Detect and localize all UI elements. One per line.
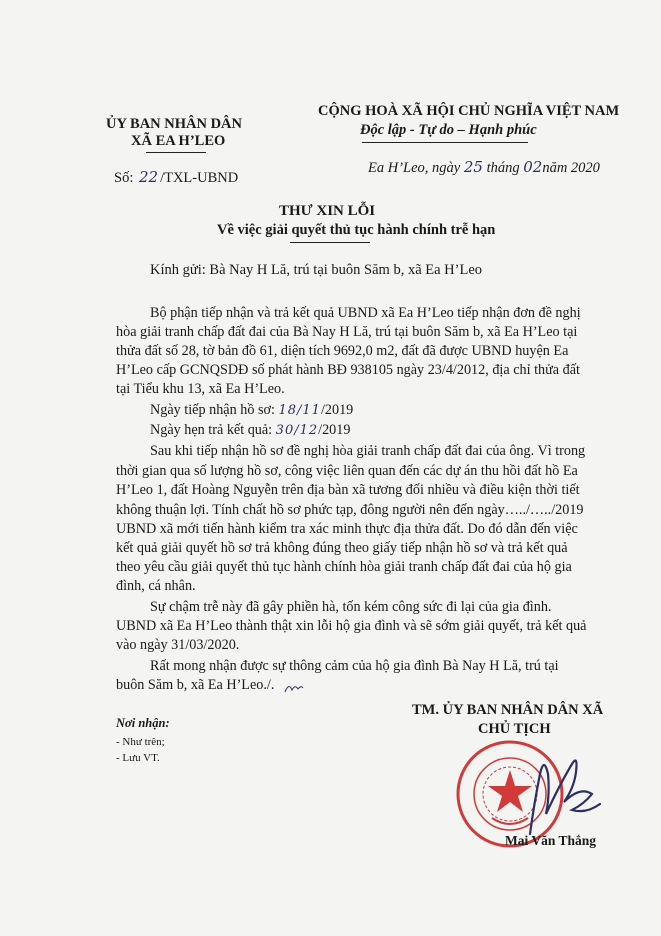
signer-name: Mai Văn Thắng: [505, 833, 597, 848]
para2-line: đình, cá nhân.: [116, 578, 196, 594]
date-month-word: tháng: [486, 160, 520, 176]
para2-line: Sau khi tiếp nhận hồ sơ đề nghị hòa giải tranh chấp đất đai của ông. Vì trong: [150, 443, 586, 459]
motto-underline: [362, 142, 528, 143]
para3-line: vào ngày 31/03/2020.: [116, 637, 240, 653]
signature-title: TM. ỦY BAN NHÂN DÂN XÃ: [412, 702, 604, 718]
para2-line: kết quả giải quyết hồ sơ trả không đúng theo giấy tiếp nhận hồ sơ và trả kết quả: [116, 540, 568, 556]
date-year: năm 2020: [542, 160, 600, 176]
para3-line: UBND xã Ea H’Leo thành thật xin lỗi hộ gia đình và sẽ sớm giải quyết, trả kết quả: [116, 618, 587, 634]
para1-line: thửa đất số 28, tờ bản đồ 61, diện tích 9692,0 m2, đất đã được UBND huyện Ea: [116, 343, 569, 359]
due-date-line: [150, 422, 350, 439]
para4-line: buôn Săm b, xã Ea H’Leo./.: [116, 677, 275, 693]
recipient-line: Kính gửi: Bà Nay H Lă, trú tại buôn Săm b, xã Ea H’Leo: [150, 262, 483, 278]
org-underline: [146, 152, 206, 153]
para4-line: Rất mong nhận được sự thông cảm của hộ gia đình Bà Nay H Lă, trú tại: [150, 658, 559, 674]
para1-line: H’Leo cấp GCNQSDĐ số phát hành BĐ 938105 ngày 23/4/2012, địa chỉ thửa đất: [116, 362, 580, 378]
due-label: Ngày hẹn trả kết quả:: [150, 422, 273, 438]
handwritten-signature: [520, 744, 610, 844]
due-year: /2019: [318, 422, 351, 438]
received-date: 18/11: [278, 403, 321, 418]
nation-title: CỘNG HOÀ XÃ HỘI CHỦ NGHĨA VIỆT NAM: [318, 103, 620, 119]
para2-line: thời gian qua số lượng hồ sơ, công việc liên quan đến các dự án thu hồi đất hồ Ea: [116, 463, 578, 479]
number-prefix: Số:: [114, 170, 134, 186]
date-month: 02: [523, 158, 543, 176]
subject-underline: [290, 242, 370, 243]
place-date-prefix: Ea H’Leo, ngày: [368, 160, 461, 176]
received-date-line: [150, 402, 353, 419]
para2-line: H’Leo 1, đất Hoàng Nguyễn trên địa bàn xã tương đối nhiều và điều kiện thời tiết: [116, 482, 580, 498]
number-value: 22: [138, 168, 159, 186]
recipient-item: - Như trên;: [116, 736, 165, 748]
para2-line: UBND xã mới tiến hành kiểm tra xác minh thực địa thửa đất. Do đó dẫn đến việc: [116, 521, 578, 537]
due-date: 30/12: [275, 423, 319, 438]
document-title: THƯ XIN LỖI: [279, 203, 376, 219]
para2-line: không thuận lợi. Tính chất hồ sơ phức tạp, đông người nên đến ngày…../…../2019: [116, 502, 584, 518]
signature-role: CHỦ TỊCH: [478, 721, 551, 737]
date-day: 25: [463, 158, 483, 176]
org-name: ỦY BAN NHÂN DÂN: [106, 116, 243, 132]
received-year: /2019: [320, 402, 354, 418]
document-number: [114, 168, 238, 187]
para2-line: theo yêu cầu giải quyết thủ tục hành chính hòa giải tranh chấp đất đai của hộ gia: [116, 559, 572, 575]
commune-name: XÃ EA H’LEO: [131, 133, 226, 149]
received-label: Ngày tiếp nhận hồ sơ:: [150, 402, 275, 418]
para1-line: hòa giải tranh chấp đất đai của Bà Nay H Lă, trú tại buôn Săm b, xã Ea H’Leo tại: [116, 324, 578, 340]
recipients-label: Nơi nhận:: [116, 716, 170, 730]
para1-line: Bộ phận tiếp nhận và trả kết quả UBND xã Ea H’Leo tiếp nhận đơn đề nghị: [150, 305, 581, 321]
initials-mark: [283, 678, 305, 696]
recipient-item: - Lưu VT.: [116, 752, 160, 764]
para3-line: Sự chậm trễ này đã gây phiền hà, tốn kém công sức đi lại của gia đình.: [150, 599, 552, 615]
number-suffix: /TXL-UBND: [160, 170, 239, 186]
nation-motto: Độc lập - Tự do – Hạnh phúc: [360, 122, 537, 138]
place-date: [368, 158, 600, 177]
document-subject: Về việc giải quyết thủ tục hành chính trễ hạn: [217, 222, 496, 238]
para1-line: tại Tiểu khu 13, xã Ea H’Leo.: [116, 381, 285, 397]
